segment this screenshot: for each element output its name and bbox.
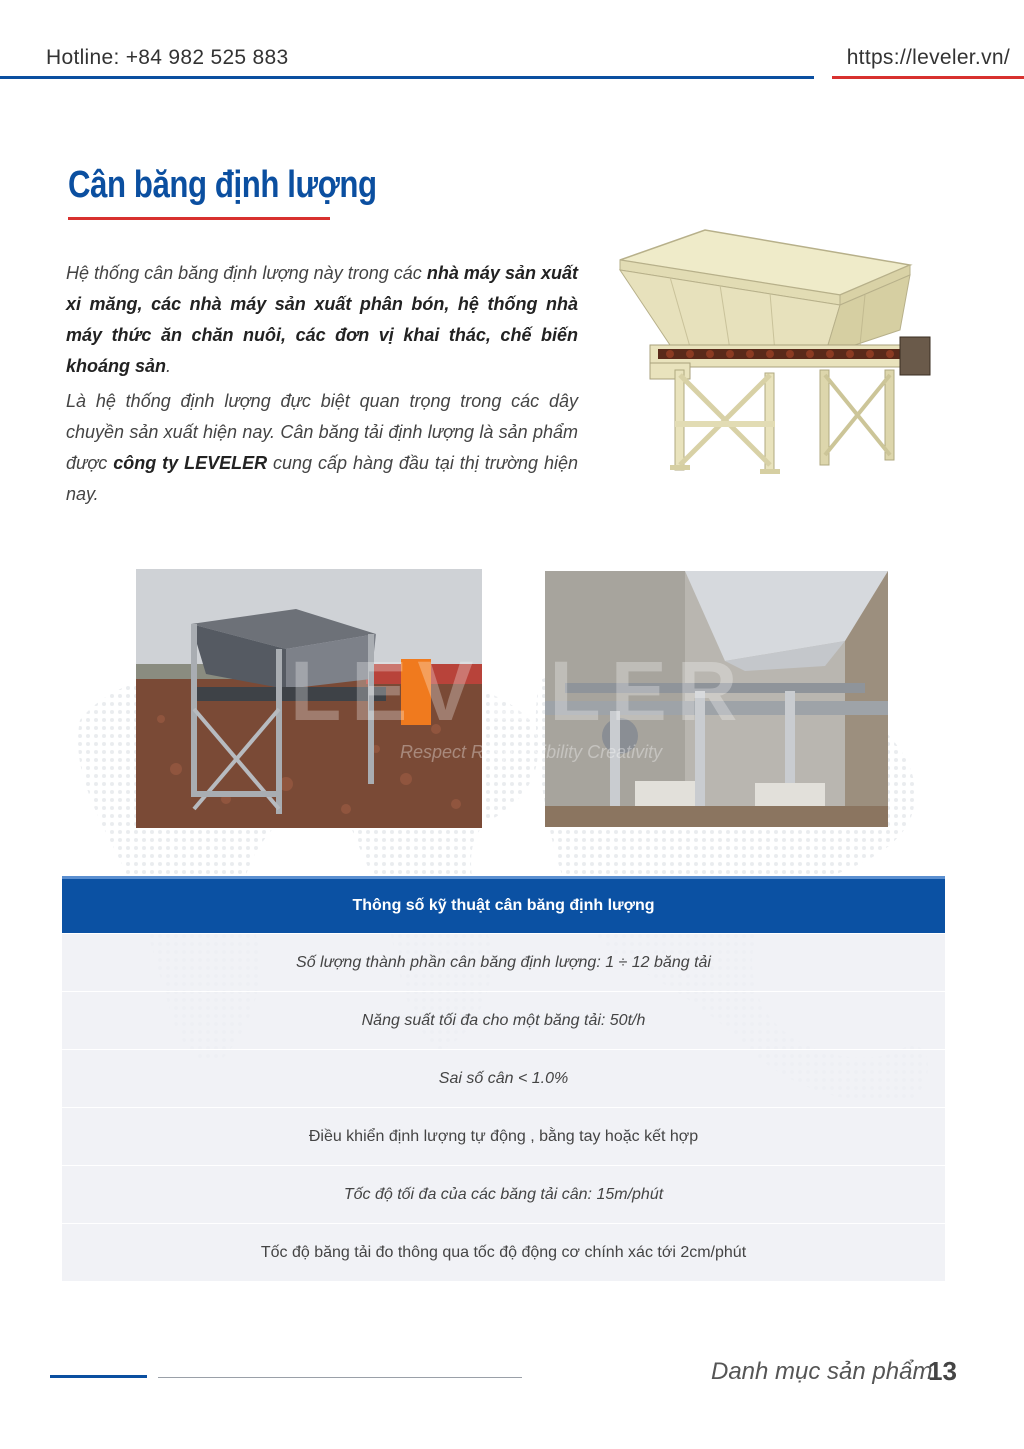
spec-table-header: Thông số kỹ thuật cân băng định lượng bbox=[62, 876, 945, 933]
footer-rule-gray bbox=[158, 1377, 522, 1378]
intro-paragraph-1: Hệ thống cân băng định lượng này trong các nhà máy sản xuất xi măng, các nhà máy sản xuất phân bón, hệ thống nhà máy thức ăn chăn nuôi, các đơn vị khai thác, chế biến khoáng sản. bbox=[66, 263, 579, 376]
table-row: Tốc độ tối đa của các băng tải cân: 15m/phút bbox=[62, 1165, 945, 1223]
footer-rule-blue bbox=[50, 1375, 147, 1378]
table-row: Tốc độ băng tải đo thông qua tốc độ động cơ chính xác tới 2cm/phút bbox=[62, 1223, 945, 1281]
header-rule-blue bbox=[0, 76, 814, 79]
photo-indoor-feeder bbox=[545, 571, 888, 827]
table-row: Năng suất tối đa cho một băng tải: 50t/h bbox=[62, 991, 945, 1049]
website-link[interactable]: https://leveler.vn/ bbox=[846, 46, 1010, 69]
weigh-feeder-image bbox=[610, 225, 940, 485]
svg-text:LEVELER: LEVELER bbox=[290, 644, 748, 738]
title-underline bbox=[68, 217, 330, 220]
svg-text:Respect Responsibility Cre: Respect Responsibility Creativity bbox=[400, 742, 663, 762]
header-rule-red bbox=[832, 76, 1024, 79]
footer-section-label: Danh mục sản phẩm bbox=[711, 1358, 933, 1385]
table-row: Số lượng thành phần cân băng định lượng: 1 ÷ 12 băng tải bbox=[62, 933, 945, 991]
page-title: Cân băng định lượng bbox=[68, 164, 377, 206]
photo-outdoor-feeder bbox=[136, 569, 482, 828]
page-number: 13 bbox=[928, 1356, 957, 1386]
intro-paragraph-2: Là hệ thống định lượng đực biệt quan trọng trong các dây chuyền sản xuất hiện nay. Cân băng tải định lượng là sản phẩm được công ty LEVELER cung cấp hàng đầu tại thị trường hiện nay. bbox=[66, 391, 579, 504]
spec-table bbox=[62, 876, 945, 1281]
hotline-text: Hotline: +84 982 525 883 bbox=[46, 46, 289, 69]
table-row: Điều khiển định lượng tự động , bằng tay hoặc kết hợp bbox=[62, 1107, 945, 1165]
table-row: Sai số cân < 1.0% bbox=[62, 1049, 945, 1107]
